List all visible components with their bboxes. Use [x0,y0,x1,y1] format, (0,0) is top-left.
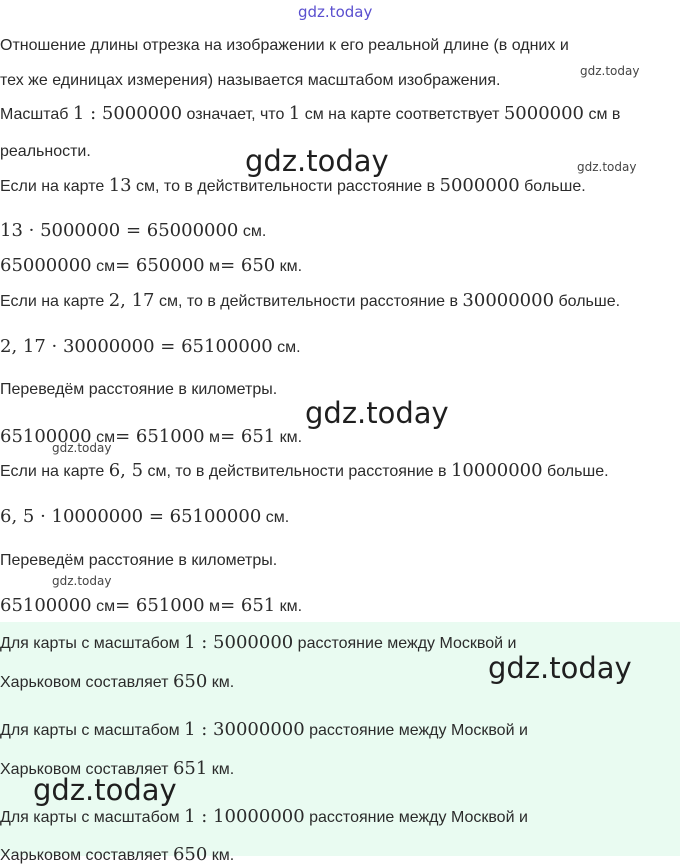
text-run: м [204,429,221,446]
text-line [0,337,301,358]
math-expression: 1 : 5000000 [72,103,183,124]
text-run: см. [261,509,290,526]
text-run: больше. [554,293,621,310]
text-run: реальности. [0,143,91,160]
watermark-large: gdz.today [33,773,177,807]
math-expression: = 651 [220,426,276,447]
text-run: см. [272,339,301,356]
math-expression: 30000000 [462,290,555,311]
watermark-small: gdz.today [52,441,112,455]
text-run: Если на карте [0,178,109,195]
text-run: см, то в действительности расстояние в [131,178,440,195]
text-run: км. [275,429,303,446]
text-run: см, то в действительности расстояние в [154,293,463,310]
text-run: км. [207,847,235,864]
text-line [0,461,609,482]
math-expression: = 650000 [115,255,205,276]
math-expression: 650 [172,844,208,865]
text-line [0,720,528,741]
watermark-small: gdz.today [580,64,640,78]
text-run: Если на карте [0,293,109,310]
text-run: м [204,258,221,275]
math-expression: 13 · 5000000 = 65000000 [0,220,239,241]
math-expression: 2, 17 · 30000000 = 65100000 [0,336,273,357]
text-run: расстояние между Москвой и [304,722,528,739]
text-line [0,551,277,571]
math-expression: 1 : 5000000 [184,632,294,653]
text-run: тех же единицах измерения) называется масштабом изображения. [0,72,501,89]
text-run: больше. [519,178,586,195]
math-expression: 65100000 [0,595,92,616]
text-run: Для карты с масштабом [0,722,185,739]
text-run: км. [207,674,235,691]
math-expression: 10000000 [450,460,543,481]
text-run: расстояние между Москвой и [304,809,528,826]
text-line [0,380,277,400]
text-run: Харьковом составляет [0,674,173,691]
text-run: см в [584,106,621,123]
text-run: Для карты с масштабом [0,809,185,826]
math-expression: 1 : 10000000 [184,806,305,827]
math-expression: = 651000 [115,426,205,447]
text-run: см. [238,223,267,240]
math-expression: 5000000 [439,175,520,196]
text-run: Переведём расстояние в километры. [0,381,278,398]
watermark-large: gdz.today [488,651,632,685]
text-run: Харьковом составляет [0,761,173,778]
text-line [0,807,528,828]
text-run: см, то в действительности расстояние в [143,463,451,480]
math-expression: 65000000 [0,255,92,276]
text-line [0,291,620,312]
math-expression: 1 : 30000000 [184,719,305,740]
text-run: Для карты с масштабом [0,635,185,652]
math-expression: 651 [172,758,208,779]
math-expression: 13 [108,175,132,196]
text-run: см [91,258,116,275]
watermark-small: gdz.today [52,574,112,588]
text-line [0,176,586,197]
math-expression: 5000000 [503,103,585,124]
text-run: Если на карте [0,463,109,480]
math-expression: 6, 5 [108,460,144,481]
math-expression: 1 [288,103,301,124]
text-run: м [204,598,221,615]
watermark-large: gdz.today [305,396,449,430]
text-run: Масштаб [0,106,73,123]
text-line [0,221,266,242]
text-run: Переведём расстояние в километры. [0,552,278,569]
text-run: км. [275,258,303,275]
math-expression: 2, 17 [108,290,155,311]
text-line [0,142,91,162]
math-expression: 6, 5 · 10000000 = 65100000 [0,506,262,527]
text-line [0,256,302,277]
text-line [0,104,620,125]
math-expression: 650 [172,671,208,692]
text-run: Отношение длины отрезка на изображении к его реальной длине (в одних и [0,37,569,54]
text-line [0,507,289,528]
text-line [0,596,302,617]
text-run: см [91,598,116,615]
math-expression: 65100000 [0,426,92,447]
text-line [0,71,500,91]
watermark-small: gdz.today [577,160,637,174]
text-line [0,36,569,56]
math-expression: = 651 [220,595,276,616]
text-run: больше. [542,463,609,480]
math-expression: = 651000 [115,595,205,616]
text-run: см [91,429,116,446]
text-line [0,427,302,448]
watermark-top: gdz.today [298,3,373,21]
math-expression: = 650 [220,255,276,276]
text-run: км. [207,761,235,778]
text-run: расстояние между Москвой и [293,635,517,652]
text-run: означает, что [182,106,289,123]
text-line [0,633,516,654]
text-line [0,672,234,693]
text-run: Харьковом составляет [0,847,173,864]
watermark-large: gdz.today [245,144,389,178]
text-run: см на карте соответствует [300,106,504,123]
text-run: км. [275,598,303,615]
